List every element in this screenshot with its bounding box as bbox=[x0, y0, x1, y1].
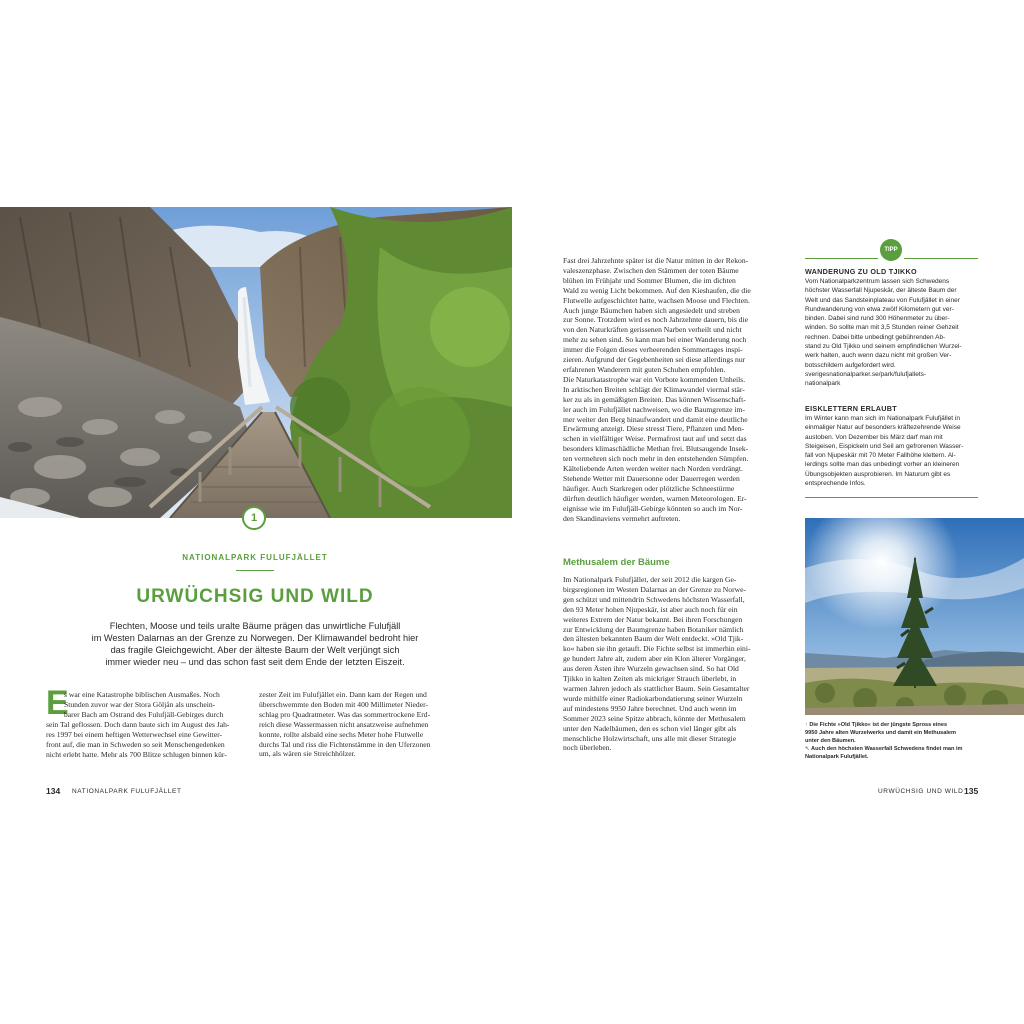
body-column-3 bbox=[563, 256, 765, 523]
lead-line: das fragile Gleichgewicht. Aber der älteste Baum der Welt verjüngt sich bbox=[110, 645, 400, 655]
text-line: erfahrenen Wanderern mit guten Schuhen empfohlen. bbox=[563, 364, 726, 374]
text-line: Übungsobjekten ausprobieren. Im Naturum gibt es bbox=[805, 470, 951, 478]
text-line: s war eine Katastrophe biblischen Ausmaßes. Noch bbox=[64, 690, 220, 699]
drop-cap: E bbox=[46, 684, 69, 722]
text-line: Fast drei Jahrzehnte später ist die Natur mitten in der Rekon- bbox=[563, 256, 749, 265]
text-line: botsschildern aufgefordert wird. bbox=[805, 361, 896, 369]
tipp-badge: TIPP bbox=[880, 239, 902, 261]
text-line: aus deren Ästen ihre Wurzeln gewachsen sind. So hat Old bbox=[563, 664, 739, 674]
photo-number-badge: 1 bbox=[242, 506, 266, 530]
body-column-1b bbox=[46, 720, 246, 760]
text-line: sein Tal geflossen. Doch dann baute sich im August des Jah- bbox=[46, 720, 230, 729]
page-number-right: 135 bbox=[964, 786, 979, 796]
text-line: gen schützt und mittendrin Schwedens höchsten Wasserfall, bbox=[563, 594, 745, 604]
text-line: winden. So sollte man mit 3,5 Stunden reiner Gehzeit bbox=[805, 324, 959, 332]
text-line: Im Winter kann man sich im Nationalpark Fulufjället in bbox=[805, 415, 960, 422]
text-line: höchster Wasserfall Njupeskär, der älteste Baum der bbox=[805, 287, 957, 295]
text-line: den ältesten bekannten Baum der Welt entdeckt. »Old Tjik- bbox=[563, 634, 744, 644]
url-line: nationalpark bbox=[805, 380, 841, 388]
caption-line: ↖ Auch den höchsten Wasserfall Schwedens findet man im bbox=[805, 746, 963, 752]
text-line: Erwärmung anzeigt. Diese stresst Tiere, Pflanzen und Men- bbox=[563, 424, 745, 434]
text-line: Tjikko in kalten Zeiten als mickriger Strauch überlebt, in bbox=[563, 674, 737, 684]
text-line: zieren. Aufgrund der Gegebenheiten sei diese allerdings nur bbox=[563, 355, 746, 365]
text-line: schlag pro Quadratmeter. Was das sommertrockene Erd- bbox=[259, 709, 431, 719]
text-line: auf mindestens 9950 Jahre berechnet. Und auch wenn im bbox=[563, 703, 737, 713]
text-line: Die Naturkatastrophe war ein Vorbote kommenden Unheils. bbox=[563, 374, 746, 384]
text-line: überschwemmte den Boden mit 400 Millimeter Nieder- bbox=[259, 699, 428, 709]
text-line: konnte, rollte alsbald eine sechs Meter hohe Flutwelle bbox=[259, 729, 424, 739]
text-line: Wald zu wenig Licht bekommen. Auf den Kieshaufen, die die bbox=[563, 285, 751, 295]
kicker-divider bbox=[236, 570, 274, 571]
text-line: ko« haben sie ihn getauft. Die Fichte selbst ist immerhin eini- bbox=[563, 644, 751, 654]
article-lead bbox=[88, 620, 422, 668]
text-line: zur Entwicklung der Baumgrenze haben Botaniker nämlich bbox=[563, 624, 744, 634]
section-subhead: Methusalem der Bäume bbox=[563, 557, 670, 568]
text-line: zur Sonne. Trotzdem wird es noch Jahrzehnte dauern, bis die bbox=[563, 315, 748, 325]
text-line: valeszenzphase. Zwischen den Stämmen der toten Bäume bbox=[563, 265, 739, 275]
caption-line: unter den Bäumen. bbox=[805, 738, 856, 744]
text-line: Vom Nationalparkzentrum lassen sich Schwedens bbox=[805, 278, 950, 285]
text-line: Welt und das Sandsteinplateau von Fulufjället in einer bbox=[805, 296, 960, 304]
text-line: wurde mithilfe einer Radiokarbondatierung seiner Wurzeln bbox=[563, 693, 743, 703]
text-line: noch überleben. bbox=[563, 743, 612, 753]
text-line: Rundwanderung von etwa zwölf Kilometern gut ver- bbox=[805, 305, 954, 313]
text-line: front auf, die man in Schweden so seit Menschengedenken bbox=[46, 739, 225, 749]
text-line: Flutwelle aufgeschichtet hatte, wachsen Moose und Flechten. bbox=[563, 295, 750, 305]
caption-line: ↑ Die Fichte »Old Tjikko« ist der jüngste Spross eines bbox=[805, 722, 948, 728]
caption-line: 9950 Jahre alten Wurzelwerks und damit ein Methusalem bbox=[805, 730, 956, 736]
text-line: blühen im Frühjahr und Sommer Blumen, die im dichten bbox=[563, 275, 736, 285]
text-line: von den Naturkräften gerissenen Narben verheilt und nicht bbox=[563, 325, 742, 335]
text-line: ler auch im Fulufjället nachweisen, wo die Baumgrenze im- bbox=[563, 404, 745, 414]
text-line: warmen Jahren jedoch als stattlicher Baum. Sein Gesamtalter bbox=[563, 683, 750, 693]
running-head-right: URWÜCHSIG UND WILD bbox=[878, 788, 964, 795]
text-line: den 93 Meter hohen Njupeskär, ist aber auch noch für ein bbox=[563, 604, 738, 614]
text-line: Im Nationalpark Fulufjället, der seit 2012 die kargen Ge- bbox=[563, 575, 737, 584]
tipp-rule-left bbox=[805, 258, 878, 259]
text-line: Stunden zuvor war der Stora Göljån als unschein- bbox=[64, 699, 216, 709]
text-line: eignisse wie im Fulufjäll-Gebirge könnten so auch im Nor- bbox=[563, 503, 743, 513]
text-line: mer weiter den Berg hinaufwandert und damit eine deutliche bbox=[563, 414, 748, 424]
tip-text-iceclimbing bbox=[805, 414, 978, 488]
text-line: weiteres Extrem der Natur bekannt. Bei ihren Forschungen bbox=[563, 614, 743, 624]
text-line: reich diese Wassermassen nicht ansatzweise aufnehmen bbox=[259, 719, 429, 729]
text-line: menschliche Holzwirtschaft, uns alle mit dieser Strategie bbox=[563, 733, 737, 743]
lead-line: immer wieder neu – und das schon fast seit dem Ende der letzten Eiszeit. bbox=[105, 657, 405, 667]
text-line: mehr zu sehen sind. So kann man bei einer Wanderung noch bbox=[563, 335, 747, 345]
text-line: binden. Dabei sind rund 300 Höhenmeter zu über- bbox=[805, 315, 950, 323]
text-line: fall von Njupeskär mit 70 Meter Fallhöhe klettern. Al- bbox=[805, 452, 956, 460]
body-column-2 bbox=[259, 690, 445, 759]
text-line: um, als wären sie Streichhölzer. bbox=[259, 749, 356, 759]
text-line: zester Zeit im Fulufjället ein. Dann kam der Regen und bbox=[259, 690, 427, 699]
tipp-rule-right bbox=[904, 258, 978, 259]
text-line: barer Bach am Ostrand des Fulufjäll-Gebirges durch bbox=[64, 709, 224, 719]
text-line: ge hundert Jahre alt, zudem aber ein Klon älterer Vorgänger, bbox=[563, 654, 746, 664]
text-line: birgsregionen im Westen Dalarnas an der Grenze zu Norwe- bbox=[563, 584, 746, 594]
text-line: einmaliger Natur auf besonders kräftezehrende Weise bbox=[805, 424, 961, 432]
text-line: besonders klimaschädliche Methan frei. Blutsaugende Insek- bbox=[563, 444, 749, 454]
text-line: dürften deutlich häufiger werden, warnen Meteorologen. Er- bbox=[563, 493, 747, 503]
text-line: Auch junge Bäumchen haben sich angesiedelt und streben bbox=[563, 305, 740, 315]
text-line: immer die Folgen dieses verheerenden Sommertages inspi- bbox=[563, 345, 743, 355]
text-line: den Skandinaviens vermehrt auftreten. bbox=[563, 513, 681, 523]
caption-line: Nationalpark Fulufjället. bbox=[805, 754, 869, 760]
text-line: austoben. Von Dezember bis März darf man mit bbox=[805, 433, 943, 441]
lead-line: Flechten, Moose und teils uralte Bäume prägen das unwirtliche Fulufjäll bbox=[109, 621, 401, 631]
old-tjikko-photo bbox=[805, 518, 1024, 715]
text-line: Kälteliebende Arten werden weiter nach Norden verdrängt. bbox=[563, 464, 743, 474]
text-line: Stehende Wetter mit Dauersonne oder Dauerregen werden bbox=[563, 473, 740, 483]
text-line: ker zu als in gemäßigten Breiten. Das können Wissenschaft- bbox=[563, 394, 746, 404]
text-line: Sommer 2023 seine Spitze abbrach, könnte der Methusalem bbox=[563, 713, 746, 723]
text-line: schen in vielfältiger Weise. Permafrost taut auf und setzt das bbox=[563, 434, 747, 444]
photo-caption bbox=[805, 721, 983, 761]
text-line: nicht erlebt hatte. Mehr als 700 Blitze schlugen binnen kür- bbox=[46, 749, 227, 759]
article-headline: URWÜCHSIG UND WILD bbox=[136, 586, 374, 607]
arrow-up-icon: ↑ bbox=[805, 722, 808, 728]
page-number-left: 134 bbox=[46, 786, 61, 796]
text-line: res 1997 bei einem heftigen Wetterwechsel eine Gewitter- bbox=[46, 729, 223, 739]
lead-line: im Westen Dalarnas an der Grenze zu Norwegen. Der Klimawandel bedroht hier bbox=[91, 633, 419, 643]
text-line: stand zu Old Tjikko und seinem empfindlichen Wurzel- bbox=[805, 343, 962, 351]
tip-box-bottom-rule bbox=[805, 497, 978, 498]
text-line: lerdings sollte man das unbedingt vorher an kleineren bbox=[805, 461, 960, 469]
text-line: ten vermehren sich noch mehr in den entstehenden Sümpfen. bbox=[563, 454, 749, 464]
tip-text-hike bbox=[805, 277, 978, 389]
text-line: rechnen. Dabei bitte unbedingt gebührenden Ab- bbox=[805, 333, 946, 341]
text-line: häufiger. Auch Starkregen oder plötzliche Schneestürme bbox=[563, 483, 735, 493]
tip-heading-hike: WANDERUNG ZU OLD TJIKKO bbox=[805, 267, 917, 276]
text-line: Steigeisen, Eispickeln und Seil am gefrorenen Wasser- bbox=[805, 442, 964, 450]
text-line: unter den Nadelbäumen, den es schon viel länger gibt als bbox=[563, 723, 737, 733]
text-line: In arktischen Breiten schlägt der Klimawandel viermal stär- bbox=[563, 384, 745, 394]
text-line: durchs Tal und riss die Fichtenstämme in den Uferzonen bbox=[259, 739, 431, 749]
running-head-left: NATIONALPARK FULUFJÄLLET bbox=[72, 788, 182, 795]
url-line: sverigesnationalparker.se/park/fulufjallets- bbox=[805, 370, 927, 378]
body-column-3b bbox=[563, 575, 765, 753]
text-line: werk halten, auch wenn dazu nicht mit großen Ver- bbox=[805, 352, 952, 360]
body-column-1 bbox=[64, 690, 246, 720]
tip-heading-iceclimbing: EISKLETTERN ERLAUBT bbox=[805, 404, 897, 413]
waterfall-boardwalk-photo bbox=[0, 207, 512, 518]
arrow-up-left-icon: ↖ bbox=[805, 746, 810, 752]
section-kicker: NATIONALPARK FULUFJÄLLET bbox=[182, 553, 328, 562]
text-line: entsprechende Infos. bbox=[805, 480, 866, 488]
